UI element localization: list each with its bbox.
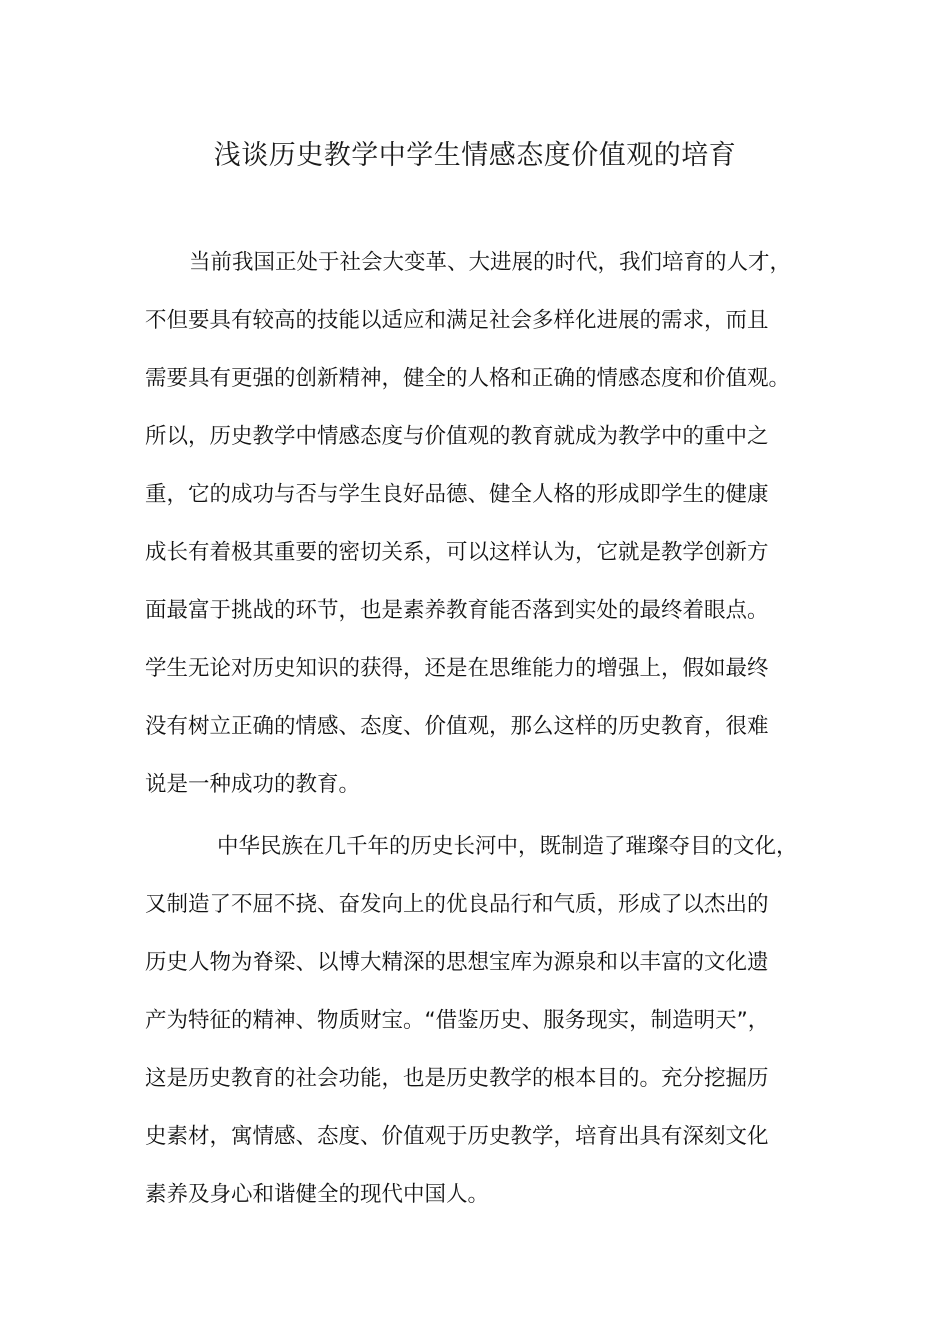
paragraph-line: 面最富于挑战的环节，也是素养教育能否落到实处的最终着眼点。 bbox=[145, 598, 769, 623]
paragraph-line: 重，它的成功与否与学生良好品德、健全人格的形成即学生的健康 bbox=[145, 482, 769, 507]
paragraph-2 bbox=[145, 818, 815, 1224]
paragraph-line: 产为特征的精神、物质财宝。“借鉴历史、服务现实，制造明天”， bbox=[145, 1008, 770, 1033]
paragraph-line: 素养及身心和谐健全的现代中国人。 bbox=[145, 1182, 490, 1207]
paragraph-line: 不但要具有较高的技能以适应和满足社会多样化进展的需求，而且 bbox=[145, 308, 769, 333]
paragraph-line: 学生无论对历史知识的获得，还是在思维能力的增强上，假如最终 bbox=[145, 656, 769, 681]
paragraph-1 bbox=[145, 234, 815, 814]
paragraph-line: 历史人物为脊梁、以博大精深的思想宝库为源泉和以丰富的文化遗 bbox=[145, 950, 769, 975]
paragraph-line: 所以，历史教学中情感态度与价值观的教育就成为教学中的重中之 bbox=[145, 424, 769, 449]
paragraph-line: 成长有着极其重要的密切关系，可以这样认为，它就是教学创新方 bbox=[145, 540, 769, 565]
paragraph-line: 又制造了不屈不挠、奋发向上的优良品行和气质，形成了以杰出的 bbox=[145, 892, 769, 917]
paragraph-line: 没有树立正确的情感、态度、价值观，那么这样的历史教育，很难 bbox=[145, 714, 769, 739]
paragraph-line: 需要具有更强的创新精神，健全的人格和正确的情感态度和价值观。 bbox=[145, 366, 791, 391]
document-title: 浅谈历史教学中学生情感态度价值观的培育 bbox=[213, 140, 737, 171]
paragraph-line: 史素材，寓情感、态度、价值观于历史教学，培育出具有深刻文化 bbox=[145, 1124, 769, 1149]
paragraph-line: 当前我国正处于社会大变革、大进展的时代，我们培育的人才， bbox=[189, 250, 792, 275]
paragraph-line: 这是历史教育的社会功能，也是历史教学的根本目的。充分挖掘历 bbox=[145, 1066, 769, 1091]
paragraph-line: 中华民族在几千年的历史长河中，既制造了璀璨夺目的文化， bbox=[217, 834, 798, 859]
paragraph-line: 说是一种成功的教育。 bbox=[145, 772, 361, 797]
